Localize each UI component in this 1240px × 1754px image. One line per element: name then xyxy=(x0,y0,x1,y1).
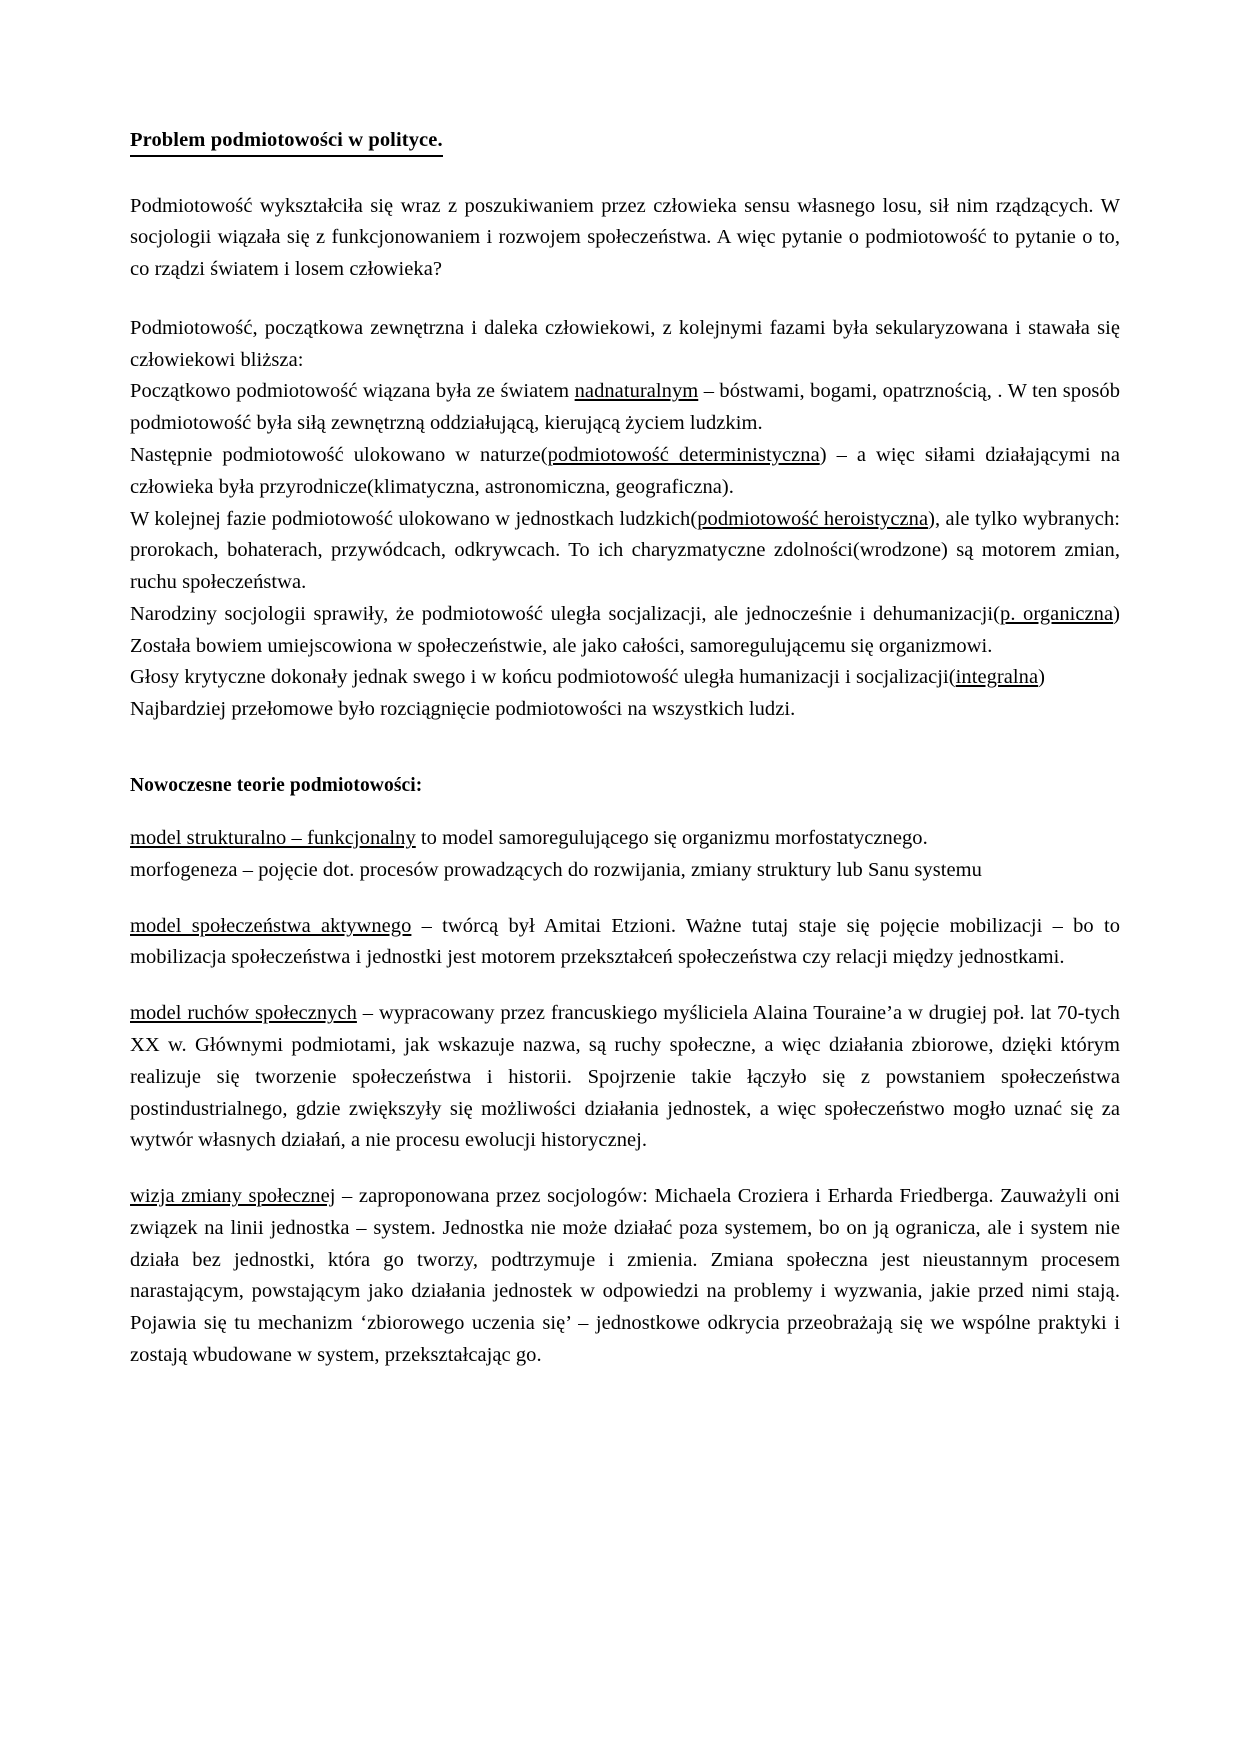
p2-text-after: – bóstwami, bogami, opatrznością, . W ten sposób podmiotowość była siłą zewnętrzną oddziałującą, kierującą życiem ludzkim. xyxy=(130,380,1120,435)
page-title-wrapper xyxy=(130,128,1120,191)
model-1-text: to model samoregulującego się organizmu morfostatycznego. xyxy=(415,827,928,850)
p2-text-before: Początkowo podmiotowość wiązana była ze światem xyxy=(130,380,575,403)
p5-text-before: Narodziny socjologii sprawiły, że podmiotowość uległa socjalizacji, ale jednocześnie i dehumanizacji( xyxy=(130,602,1001,625)
model-4-social-change-vision xyxy=(130,1181,1120,1372)
model-4-text: – zaproponowana przez socjologów: Michaela Croziera i Erharda Friedberga. Zauważyli oni związek na linii jednostka – system. Jednostka nie może działać poza systemem, bo on ją ogranicza, ale i system nie działa bez jednostki, która go tworzy, podtrzymuje i zmienia. Zmiana społeczna jest nieustannym procesem narastającym, powstającym jako działania jednostek w odpowiedzi na problemy i wyzwania, jakie przed nimi stają. Pojawia się tu mechanizm ‘zbiorowego uczenia się’ – jednostkowe odkrycia przeobrażają się we wspólne praktyki i zostają wbudowane w system, przekształcając go. xyxy=(130,1185,1120,1366)
term-podmiotowosc-heroistyczna: podmiotowość heroistyczna xyxy=(697,507,929,530)
term-model-ruchow-spolecznych: model ruchów społecznych xyxy=(130,1002,357,1025)
body-paragraph-1: Podmiotowość, początkowa zewnętrzna i daleka człowiekowi, z kolejnymi fazami była sekularyzowana i stawała się człowiekowi bliższa: xyxy=(130,316,1120,371)
p3-text-before: Następnie podmiotowość ulokowano w naturze( xyxy=(130,443,548,466)
spacer xyxy=(130,726,1120,772)
p5-text-after: ) Została bowiem umiejscowiona w społeczeństwie, ale jako całości, samoregulującemu się organizmowi. xyxy=(130,602,1120,657)
spacer xyxy=(130,887,1120,911)
term-podmiotowosc-deterministyczna: podmiotowość deterministyczna xyxy=(547,443,820,466)
model-2-active-society xyxy=(130,911,1120,975)
spacer xyxy=(130,286,1120,313)
p6-text-after: ) xyxy=(1038,666,1046,689)
spacer xyxy=(130,799,1120,823)
section-heading-nowoczesne-teorie: Nowoczesne teorie podmiotowości: xyxy=(130,774,423,796)
body-paragraph-4 xyxy=(130,504,1120,599)
model-1-structural-functional xyxy=(130,823,1120,855)
spacer xyxy=(130,974,1120,998)
p4-text-after: ), ale tylko wybranych: prorokach, bohaterach, przywódcach, odkrywcach. To ich charyzmatyczne zdolności(wrodzone) są motorem zmian, ruchu społeczeństwa. xyxy=(130,507,1120,594)
term-p-organiczna: p. organiczna xyxy=(1000,602,1114,625)
p3-text-after: ) – a więc siłami działającymi na człowieka była przyrodnicze(klimatyczna, astronomiczna, geograficzna). xyxy=(130,443,1121,498)
body-paragraph-2 xyxy=(130,376,1120,440)
spacer xyxy=(130,1157,1120,1181)
p4-text-before: W kolejnej fazie podmiotowość ulokowano w jednostkach ludzkich( xyxy=(130,507,698,530)
term-model-spoleczenstwa-aktywnego: model społeczeństwa aktywnego xyxy=(130,914,412,937)
term-model-strukturalno-funkcjonalny: model strukturalno – funkcjonalny xyxy=(130,827,416,850)
model-2-text: – twórcą był Amitai Etzioni. Ważne tutaj staje się pojęcie mobilizacji – bo to mobilizacja społeczeństwa i jednostki jest motorem przekształceń społeczeństwa czy relacji między jednostkami. xyxy=(130,914,1120,969)
term-wizja-zmiany-spolecznej: wizja zmiany społecznej xyxy=(130,1185,336,1208)
page-title: Problem podmiotowości w polityce. xyxy=(130,128,443,157)
model-1-morfogeneza-note: morfogeneza – pojęcie dot. procesów prowadzących do rozwijania, zmiany struktury lub Sanu systemu xyxy=(130,858,982,881)
model-3-text: – wypracowany przez francuskiego myśliciela Alaina Touraine’a w drugiej poł. lat 70-tych XX w. Głównymi podmiotami, jak wskazuje nazwa, są ruchy społeczne, a więc działania zbiorowe, dzięki którym realizuje się tworzenie społeczeństwa i historii. Spojrzenie takie łączyło się z powstaniem społeczeństwa postindustrialnego, gdzie zwiększyły się możliwości działania jednostek, a więc społeczeństwo mogło uznać się za wytwór własnych działań, a nie procesu ewolucji historycznej. xyxy=(130,1002,1120,1152)
intro-paragraph: Podmiotowość wykształciła się wraz z poszukiwaniem przez człowieka sensu własnego losu, sił nim rządzących. W socjologii wiązała się z funkcjonowaniem i rozwojem społeczeństwa. A więc pytanie o podmiotowość to pytanie o to, co rządzi światem i losem człowieka? xyxy=(130,194,1120,281)
body-paragraph-7: Najbardziej przełomowe było rozciągnięcie podmiotowości na wszystkich ludzi. xyxy=(130,698,796,721)
model-3-social-movements xyxy=(130,998,1120,1157)
term-integralna: integralna xyxy=(955,666,1039,689)
body-paragraph-3 xyxy=(130,440,1120,504)
p6-text-before: Głosy krytyczne dokonały jednak swego i w końcu podmiotowość uległa humanizacji i socjalizacji( xyxy=(130,666,956,689)
term-nadnaturalnym: nadnaturalnym xyxy=(574,380,699,403)
body-paragraph-6 xyxy=(130,662,1120,694)
body-paragraph-5 xyxy=(130,599,1120,663)
